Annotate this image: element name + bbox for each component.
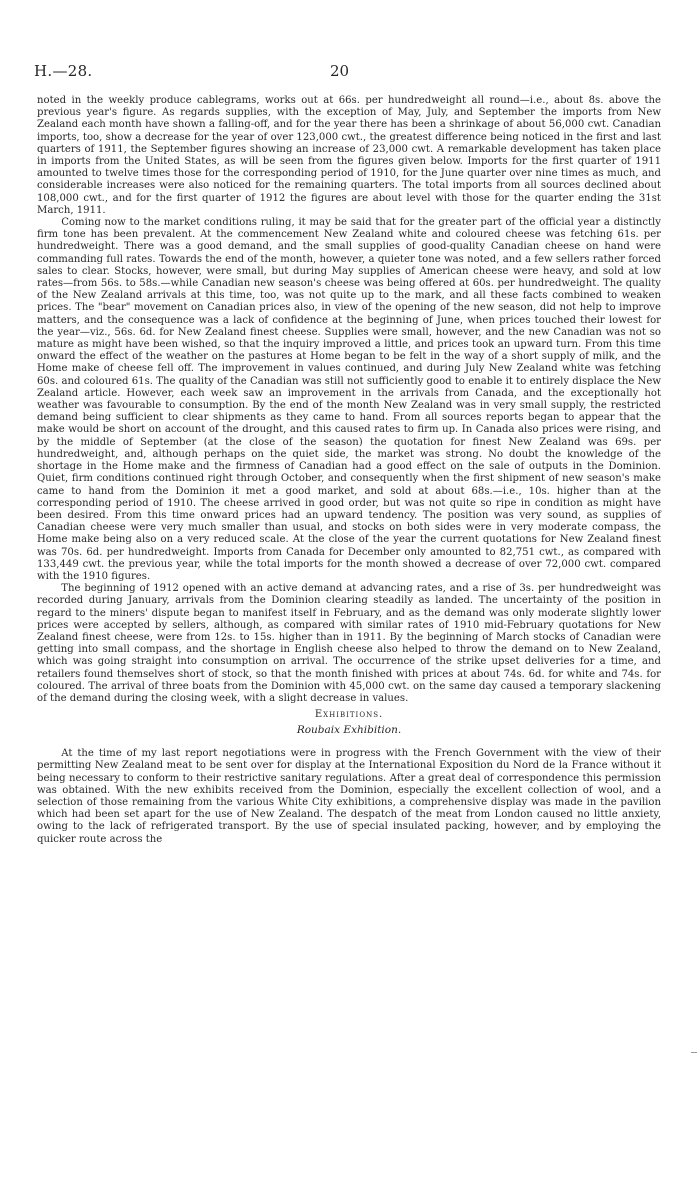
paragraph-roubaix: At the time of my last report negotiations were in progress with the French Government with the view of their permitting New Zealand meat to be sent over for display at the International Exposition du Nord de la France without it being necessary to conform to their restrictive sanitary regulations. After a great deal of correspondence this permission was obtained. With the new exhibits received from the Dominion, especially the excellent collection of wool, and a selection of those remaining from the various White City exhibitions, a comprehensive display was made in the pavilion which had been set apart for the use of New Zealand. The despatch of the meat from London caused no little anxiety, owing to the lack of refrigerated transport. By the use of special insulated packing, however, and by employing the quicker route across the [37,748,661,845]
body-text [37,95,661,846]
report-reference: H.—28. [34,62,93,80]
paragraph-market-conditions: Coming now to the market conditions ruling, it may be said that for the greater part of the official year a distinctly firm tone has been prevalent. At the commencement New Zealand white and coloured cheese was fetching 61s. per hundredweight. There was a good demand, and the small supplies of good-quality Canadian cheese on hand were commanding full rates. Towards the end of the month, however, a quieter tone was noted, and a few sellers rather forced sales to clear. Stocks, however, were small, but during May supplies of American cheese were heavy, and sold at low rates—from 56s. to 58s.—while Canadian new season's cheese was being offered at 60s. per hundredweight. The quality of the New Zealand arrivals at this time, too, was not quite up to the mark, and all these facts combined to weaken prices. The "bear" movement on Canadian prices also, in view of the opening of the new season, did not help to improve matters, and the consequence was a lack of confidence at the beginning of June, when prices touched their lowest for the year—viz., 56s. 6d. for New Zealand finest cheese. Supplies were small, however, and the new Canadian was not so mature as might have been wished, so that the inquiry improved a little, and prices took an upward turn. From this time onward the effect of the weather on the pastures at Home began to be felt in the way of a short supply of milk, and the Home make of cheese fell off. The improvement in values continued, and during July New Zealand white was fetching 60s. and coloured 61s. The quality of the Canadian was still not sufficiently good to enable it to entirely displace the New Zealand article. However, each week saw an improvement in the arrivals from Canada, and the exceptionally hot weather was favourable to consumption. By the end of the month New Zealand was in very small supply, the restricted demand being sufficient to clear shipments as they came to hand. From all sources reports began to appear that the make would be short on account of the drought, and this caused rates to firm up. In Canada also prices were rising, and by the middle of September (at the close of the season) the quotation for finest New Zealand was 69s. per hundredweight, and, although perhaps on the quiet side, the market was strong. No doubt the knowledge of the shortage in the Home make and the firmness of Canadian had a good effect on the sale of outputs in the Dominion. Quiet, firm conditions continued right through October, and consequently when the first shipment of new season's make came to hand from the Dominion it met a good market, and sold at about 68s.—i.e., 10s. higher than at the corresponding period of 1910. The cheese arrived in good order, but was not quite so ripe in condition as might have been desired. From this time onward prices had an upward tendency. The position was very sound, as supplies of Canadian cheese were very much smaller than usual, and stocks on both sides were in very moderate compass, the Home make being also on a very reduced scale. At the close of the year the current quotations for New Zealand finest was 70s. 6d. per hundredweight. Imports from Canada for December only amounted to 82,751 cwt., as compared with 133,449 cwt. the previous year, while the total imports for the month showed a decrease of over 72,000 cwt. compared with the 1910 figures. [37,217,661,582]
section-subheading: Roubaix Exhibition. [296,724,402,737]
page-number: 20 [330,62,350,80]
section-heading: Exhibitions. [314,709,384,721]
page-header [34,62,664,84]
margin-mark [691,1052,697,1053]
paragraph-1912: The beginning of 1912 opened with an active demand at advancing rates, and a rise of 3s. per hundredweight was recorded during January, arrivals from the Dominion clearing steadily as landed. The uncertainty of the position in regard to the miners' dispute began to manifest itself in February, and as the demand was only moderate slightly lower prices were accepted by sellers, although, as compared with similar rates of 1910 mid-February quotations for New Zealand finest cheese, were from 12s. to 15s. higher than in 1911. By the beginning of March stocks of Canadian were getting into small compass, and the shortage in English cheese also helped to throw the demand on to New Zealand, which was going straight into consumption on arrival. The occurrence of the strike upset deliveries for a time, and retailers found themselves short of stock, so that the month finished with prices at about 74s. 6d. for white and 74s. for coloured. The arrival of three boats from the Dominion with 45,000 cwt. on the same day caused a temporary slackening of the demand during the closing week, with a slight decrease in values. [37,583,661,704]
paragraph-continuation: noted in the weekly produce cablegrams, works out at 66s. per hundredweight all round—i.e., about 8s. above the previous year's figure. As regards supplies, with the exception of May, July, and September the imports from New Zealand each month have shown a falling-off, and for the year there has been a shrinkage of about 56,000 cwt. Canadian imports, too, show a decrease for the year of over 123,000 cwt., the greatest difference being noticed in the first and last quarters of 1911, the September figures showing an increase of 23,000 cwt. A remarkable development has taken place in imports from the United States, as will be seen from the figures given below. Imports for the first quarter of 1911 amounted to twelve times those for the corresponding period of 1910, for the June quarter over nine times as much, and considerable increases were also noticed for the remaining quarters. The total imports from all sources declined about 108,000 cwt., and for the first quarter of 1912 the figures are about level with those for the quarter ending the 31st March, 1911. [37,95,661,216]
